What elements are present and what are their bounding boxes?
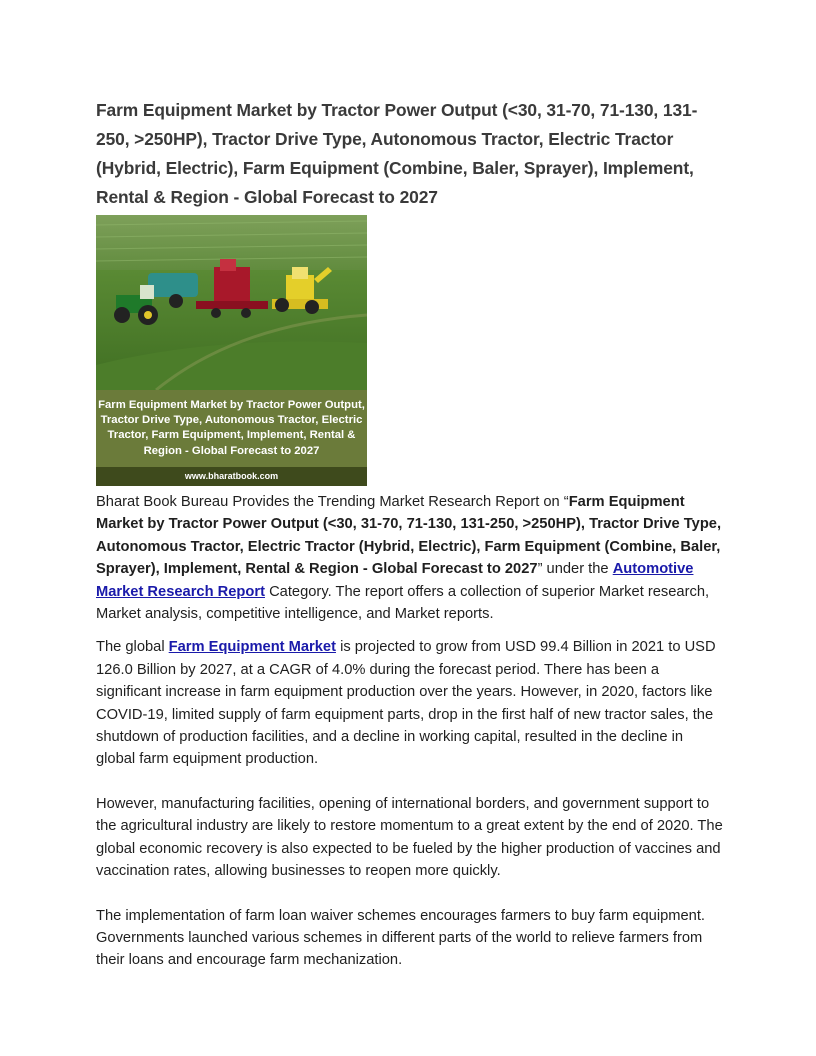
document-title: Farm Equipment Market by Tractor Power Output (<30, 31-70, 71-130, 131-250, >250HP), Tractor Drive Type, Autonomous Tractor, Electric Tractor (Hybrid, Electric), Farm Equipment (Combine, Baler, Sprayer), Implement, Rental & Region - Global Forecast to 2027: [96, 100, 698, 207]
farm-equipment-market-link[interactable]: Farm Equipment Market: [168, 639, 336, 656]
document-page: [96, 96, 724, 972]
intro-paragraph: [96, 491, 724, 625]
loan-waiver-paragraph: The implementation of farm loan waiver schemes encourages farmers to buy farm equipment. Governments launched various schemes in different parts of the world to relieve farmers from their loans and encourage farm mechanization.: [96, 907, 705, 969]
intro-tail: Category. The report offers a collection of superior Market research, Market analysis, competitive intelligence, and Market reports.: [96, 583, 710, 623]
para2-lead: The global: [96, 639, 169, 656]
recovery-paragraph: However, manufacturing facilities, opening of international borders, and government support to the agricultural industry are likely to restore momentum to a great extent by the end of 2020. The global economic recovery is also expected to be fueled by the higher production of vaccines and vaccination rates, allowing businesses to reopen more quickly.: [96, 795, 723, 880]
automotive-category-link[interactable]: Automotive Market Research Report: [96, 561, 694, 600]
cover-website: www.bharatbook.com: [96, 467, 367, 486]
market-size-paragraph: [96, 636, 724, 770]
intro-lead: Bharat Book Bureau Provides the Trending Market Research Report on “: [96, 494, 569, 510]
intro-report-name: Farm Equipment Market by Tractor Power Output (<30, 31-70, 71-130, 131-250, >250HP), Tractor Drive Type, Autonomous Tractor, Electric Tractor (Hybrid, Electric), Farm Equipment (Combine, Baler, Sprayer), Implement, Rental & Region - Global Forecast to 2027: [96, 494, 722, 578]
intro-mid: ” under the: [537, 561, 613, 578]
cover-image: [96, 215, 367, 486]
para2-text: is projected to grow from USD 99.4 Billion in 2021 to USD 126.0 Billion by 2027, at a CAGR of 4.0% during the forecast period. There has been a significant increase in farm equipment production over the years. However, in 2020, factors like COVID-19, limited supply of farm equipment parts, drop in the first half of new tractor sales, the shutdown of production facilities, and a decline in working capital, resulted in the decline in global farm equipment production.: [96, 639, 716, 768]
farm-machinery-photo: [96, 215, 367, 390]
cover-caption: Farm Equipment Market by Tractor Power Output, Tractor Drive Type, Autonomous Tractor, Electric Tractor, Farm Equipment, Implement, Rental & Region - Global Forecast to 2027: [96, 390, 367, 467]
